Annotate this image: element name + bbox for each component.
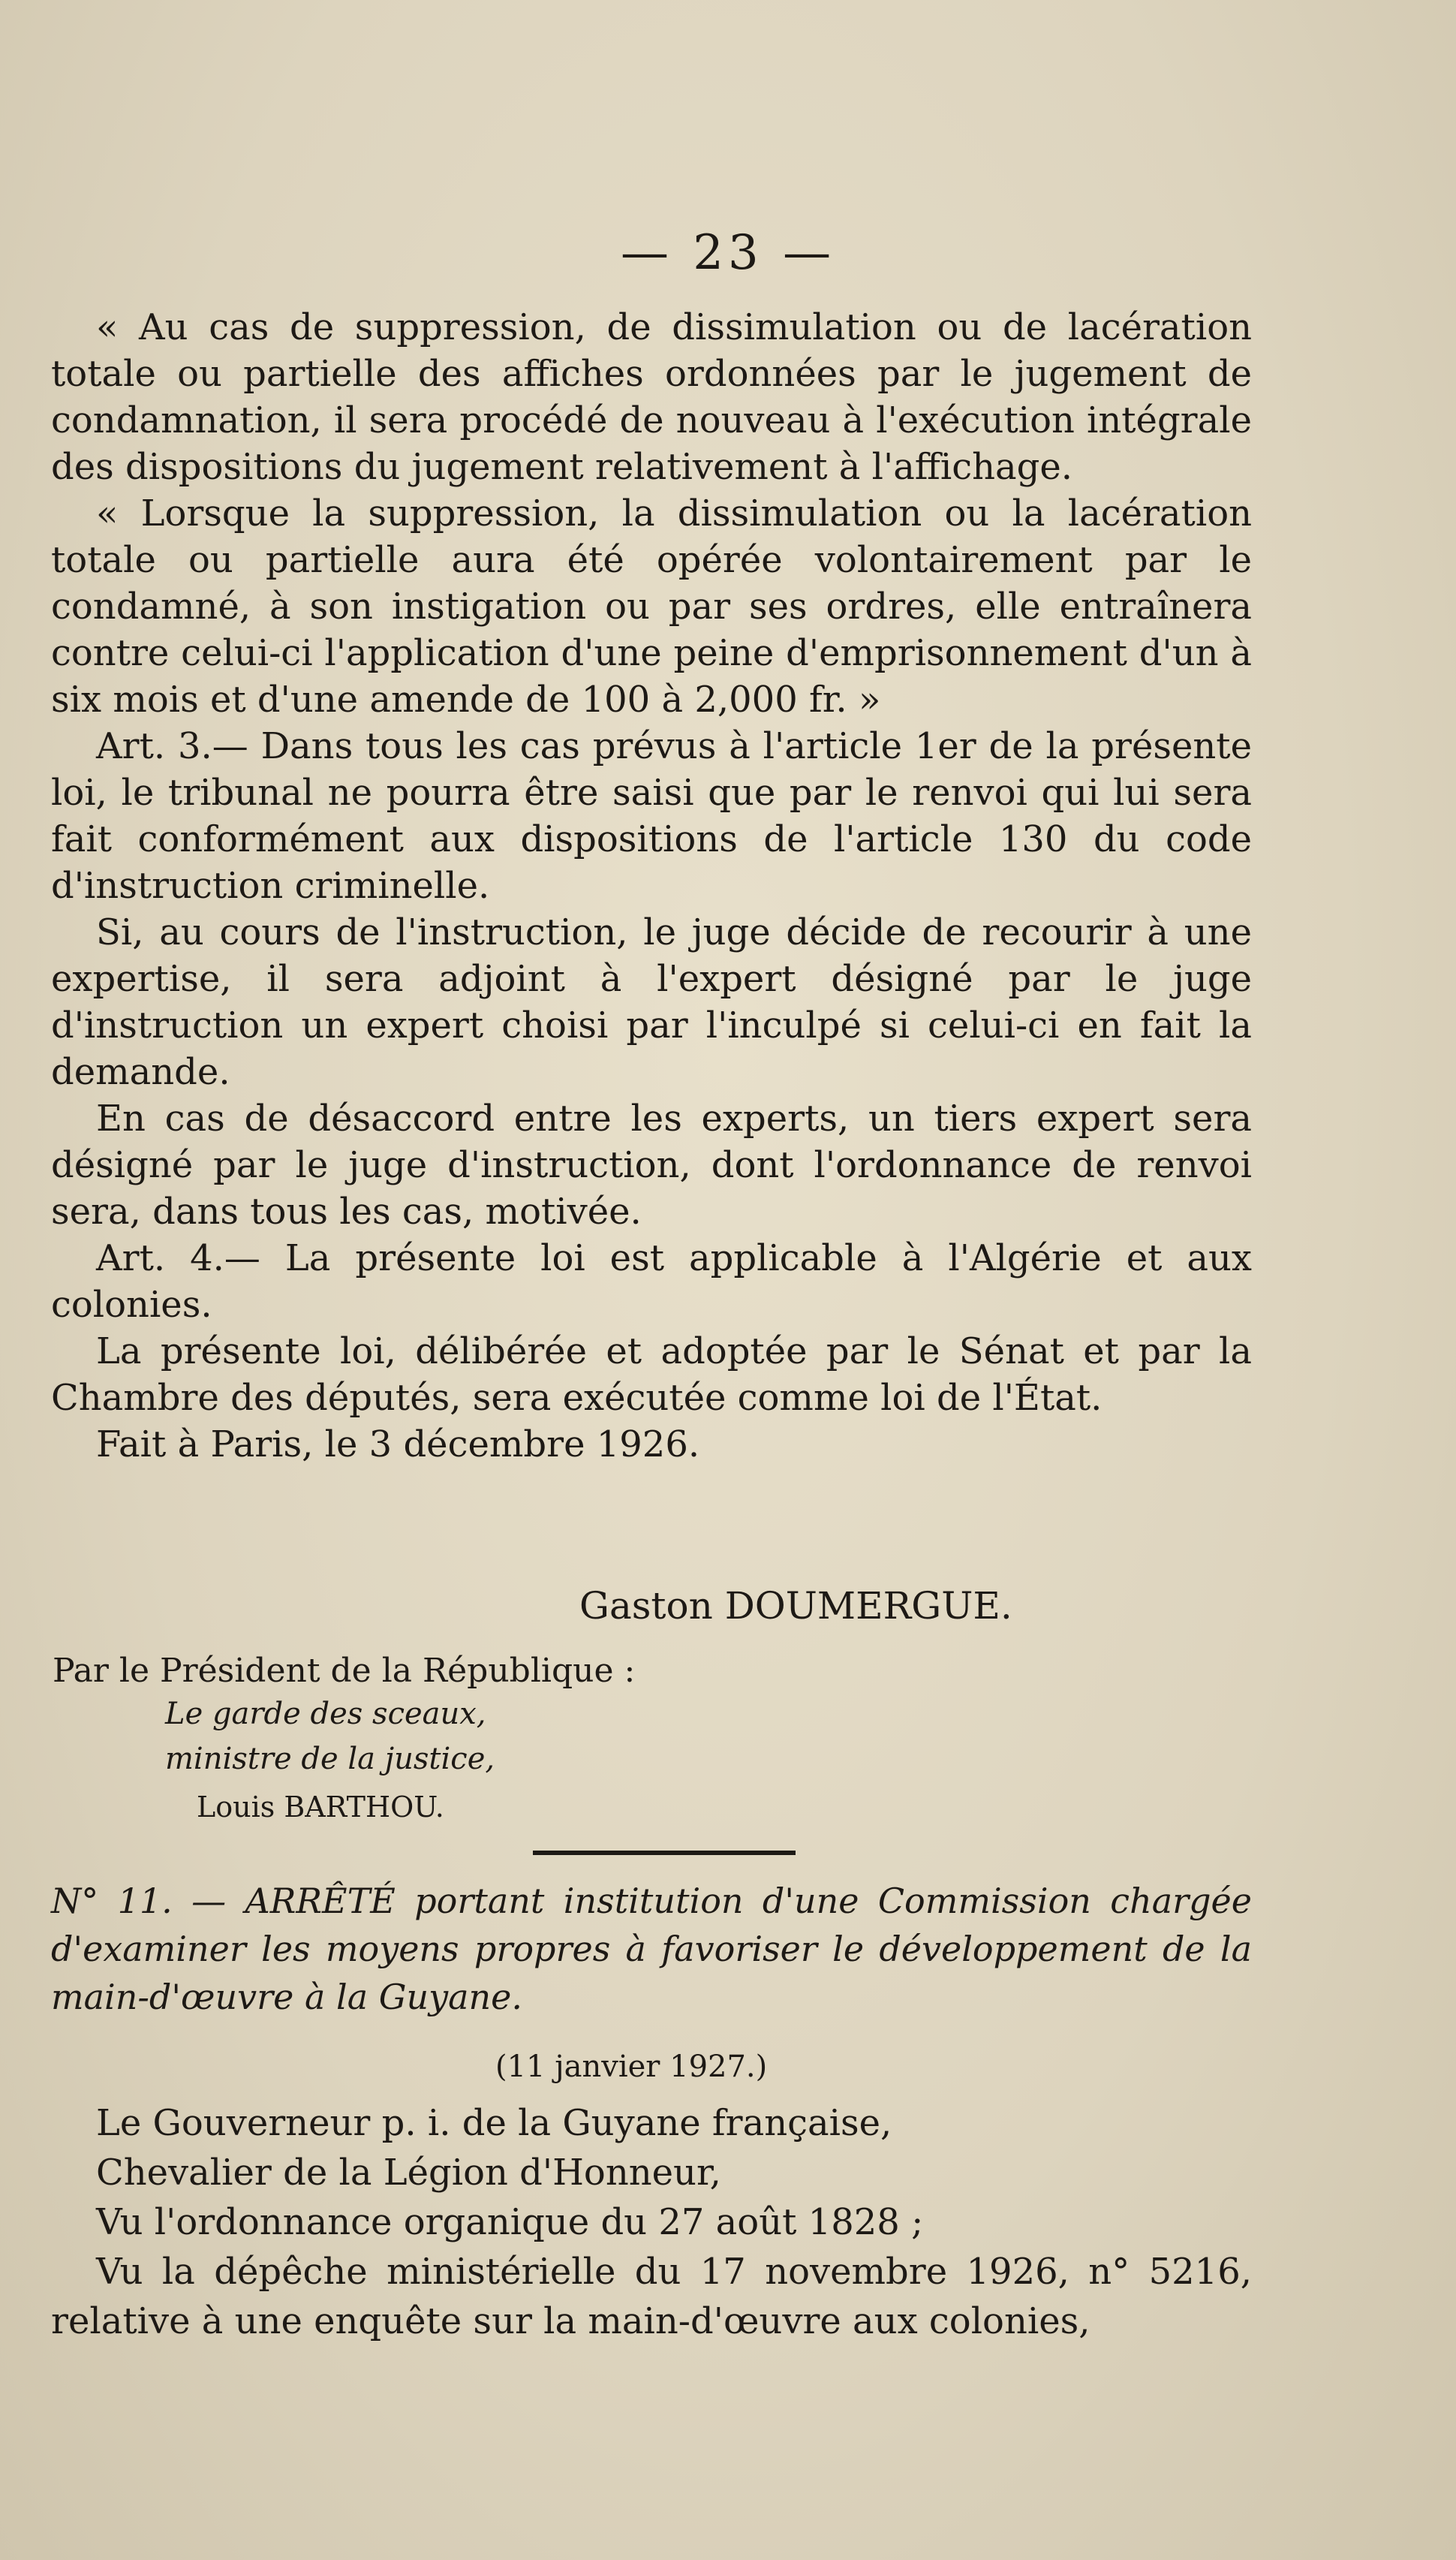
paragraph-affiches: « Au cas de suppression, de dissimulation ou de lacération totale ou partielle des affiches ordonnées par le jugement de condamnation, il sera procédé de nouveau à l'exécution intégrale des dispositions du jugement relativement à l'affichage. xyxy=(51,306,1252,488)
governor-line-2: Chevalier de la Légion d'Honneur, xyxy=(96,2152,721,2194)
paragraph-desaccord: En cas de désaccord entre les experts, un tiers expert sera désigné par le juge d'instruction, dont l'ordonnance de renvoi sera, dans tous les cas, motivée. xyxy=(51,1098,1252,1233)
par-le-president: Par le Président de la République : xyxy=(53,1652,636,1690)
signature-doumergue: Gaston DOUMERGUE. xyxy=(579,1584,1012,1628)
paragraph-article-4: Art. 4.— La présente loi est applicable à l'Algérie et aux colonies. xyxy=(51,1237,1252,1326)
decree-title: N° 11. — ARRÊTÉ portant institution d'une Commission chargée d'examiner les moyens propres à favoriser le développement de la main-d'œuvre à la Guyane. xyxy=(51,1881,1252,2017)
minister-line-2: ministre de la justice, xyxy=(165,1742,495,1776)
paragraph-fait-a-paris: Fait à Paris, le 3 décembre 1926. xyxy=(96,1423,700,1465)
body-text xyxy=(51,304,1252,1468)
section-divider xyxy=(533,1851,796,1855)
governor-line-3: Vu l'ordonnance organique du 27 août 1828 ; xyxy=(96,2201,924,2243)
decree-heading xyxy=(51,1877,1252,2021)
paragraph-expertise: Si, au cours de l'instruction, le juge décide de recourir à une expertise, il sera adjoint à l'expert désigné par le juge d'instruction un expert choisi par l'inculpé si celui-ci en fait la demande. xyxy=(51,911,1252,1093)
page-number: — 23 — xyxy=(620,225,836,281)
governor-line-1: Le Gouverneur p. i. de la Guyane française, xyxy=(96,2102,892,2144)
signature-barthou: Louis BARTHOU. xyxy=(197,1790,444,1824)
paragraph-article-3: Art. 3.— Dans tous les cas prévus à l'article 1er de la présente loi, le tribunal ne pourra être saisi que par le renvoi qui lui sera fait conformément aux dispositions de l'article 130 du code d'instruction criminelle. xyxy=(51,725,1252,907)
minister-line-1: Le garde des sceaux, xyxy=(165,1697,486,1731)
paragraph-promulgation: La présente loi, délibérée et adoptée par le Sénat et par la Chambre des députés, sera exécutée comme loi de l'État. xyxy=(51,1330,1252,1419)
governor-line-4: Vu la dépêche ministérielle du 17 novembre 1926, n° 5216, relative à une enquête sur la main-d'œuvre aux colonies, xyxy=(51,2251,1252,2342)
paragraph-suppression: « Lorsque la suppression, la dissimulation ou la lacération totale ou partielle aura été opérée volontairement par le condamné, à son instigation ou par ses ordres, elle entraînera contre celui-ci l'application d'une peine d'emprisonnement d'un à six mois et d'une amende de 100 à 2,000 fr. » xyxy=(51,492,1252,721)
governor-preamble xyxy=(51,2098,1252,2346)
decree-date: (11 janvier 1927.) xyxy=(495,2050,768,2084)
